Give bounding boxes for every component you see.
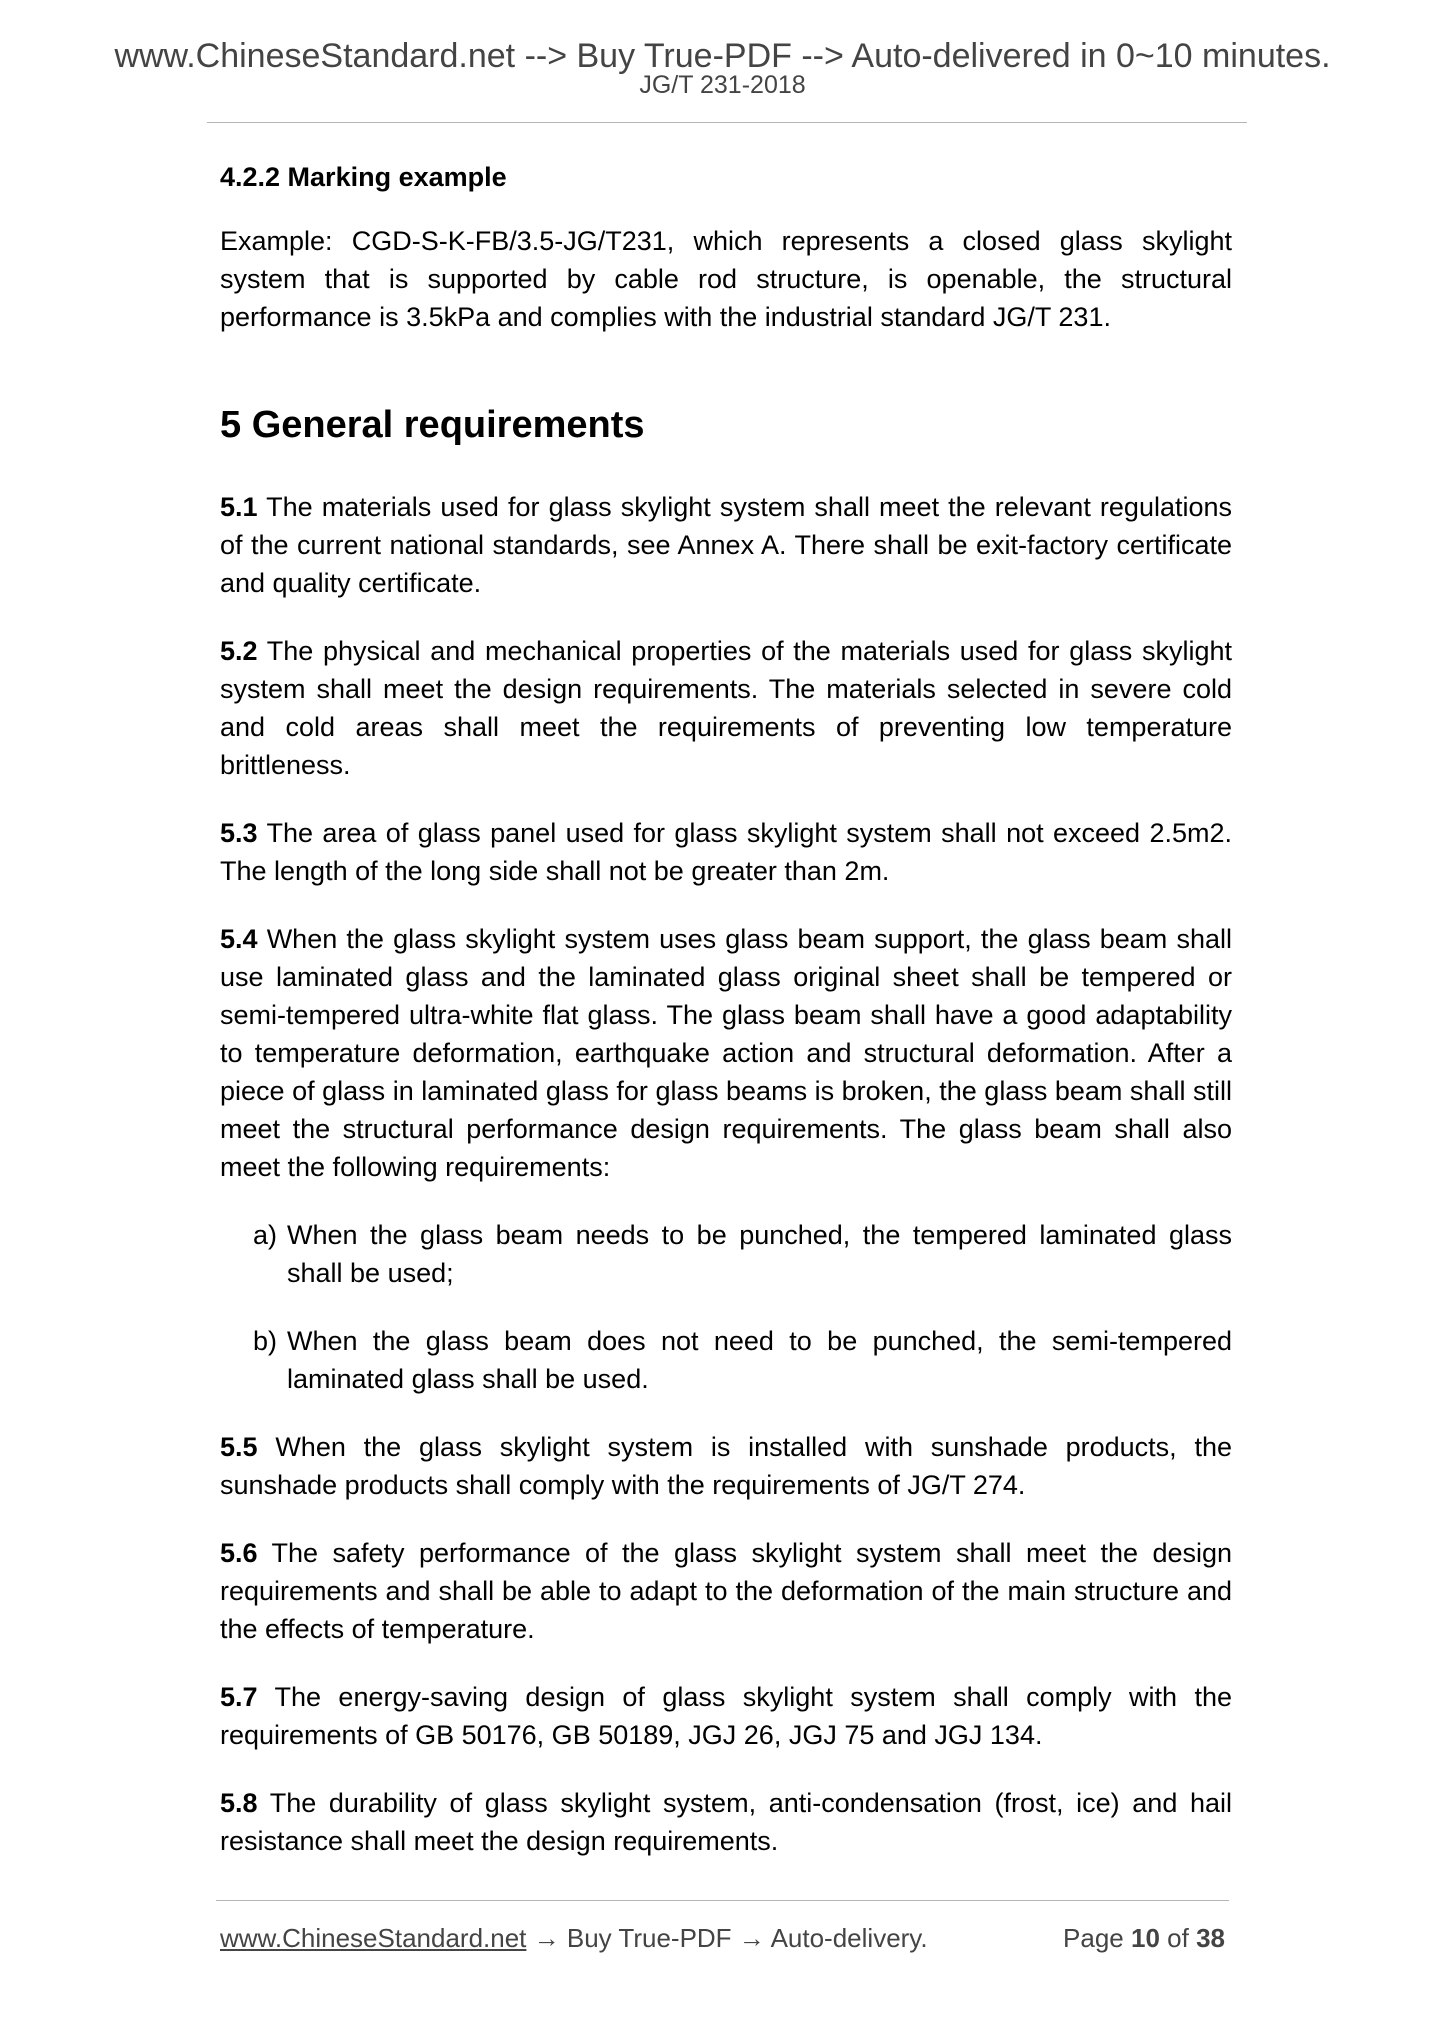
clause-number: 5.8 (220, 1788, 258, 1818)
list-item-b (253, 1322, 1232, 1398)
clause-text: When the glass skylight system uses glass beam support, the glass beam shall use laminated glass and the laminated glass original sheet shall be tempered or semi-tempered ultra-white flat glass. The glass beam shall have a good adaptability to temperature deformation, earthquake action and structural deformation. After a piece of glass in laminated glass for glass beams is broken, the glass beam shall still meet the structural performance design requirements. The glass beam shall also meet the following requirements: (220, 924, 1232, 1182)
list-marker: a) (253, 1220, 278, 1250)
standard-code: JG/T 231-2018 (639, 71, 806, 99)
clause-5-8 (220, 1784, 1232, 1860)
clause-text: The materials used for glass skylight system shall meet the relevant regulations of the current national standards, see Annex A. There shall be exit-factory certificate and quality certificate. (220, 492, 1233, 598)
clause-5-6 (220, 1534, 1232, 1648)
page-label: Page (1063, 1923, 1124, 1953)
clause-5-5 (220, 1428, 1232, 1504)
page-footer (220, 1921, 1225, 1955)
clause-5-3 (220, 814, 1232, 890)
list-marker: b) (253, 1326, 278, 1356)
of-label: of (1167, 1923, 1189, 1953)
clause-text: The safety performance of the glass skylight system shall meet the design requirements and shall be able to adapt to the deformation of the main structure and the effects of temperature. (220, 1538, 1233, 1644)
page-indicator (1063, 1921, 1225, 1955)
footer-divider (216, 1900, 1229, 1901)
clause-text: When the glass skylight system is installed with sunshade products, the sunshade products shall comply with the requirements of JG/T 274. (220, 1432, 1232, 1500)
top-banner: www.ChineseStandard.net --> Buy True-PDF --> Auto-delivered in 0~10 minutes. (114, 37, 1331, 75)
clause-text: The durability of glass skylight system, anti-condensation (frost, ice) and hail resistance shall meet the design requirements. (220, 1788, 1233, 1856)
page-content (220, 158, 1232, 1890)
clause-number: 5.1 (220, 492, 258, 522)
clause-number: 5.5 (220, 1432, 258, 1462)
header-divider (207, 122, 1247, 123)
clause-5-2 (220, 632, 1232, 784)
footer-delivery-text: → Buy True-PDF → Auto-delivery. (526, 1923, 928, 1953)
clause-text: The physical and mechanical properties of the materials used for glass skylight system shall meet the design requirements. The materials selected in severe cold and cold areas shall meet the requirements of preventing low temperature brittleness. (220, 636, 1233, 780)
section-5-heading: 5 General requirements (220, 404, 645, 446)
clause-5-7 (220, 1678, 1232, 1754)
clause-number: 5.2 (220, 636, 258, 666)
list-text: When the glass beam needs to be punched, the tempered laminated glass shall be used; (287, 1220, 1232, 1288)
clause-number: 5.7 (220, 1682, 258, 1712)
clause-text: The area of glass panel used for glass skylight system shall not exceed 2.5m2. The length of the long side shall not be greater than 2m. (220, 818, 1232, 886)
clause-text: The energy-saving design of glass skylight system shall comply with the requirements of GB 50176, GB 50189, JGJ 26, JGJ 75 and JGJ 134. (220, 1682, 1233, 1750)
footer-site-link[interactable]: www.ChineseStandard.net (220, 1923, 527, 1953)
list-item-a (253, 1216, 1232, 1292)
clause-number: 5.6 (220, 1538, 258, 1568)
clause-number: 5.3 (220, 818, 258, 848)
list-text: When the glass beam does not need to be punched, the semi-tempered laminated glass shall be used. (287, 1326, 1232, 1394)
marking-example-paragraph: Example: CGD-S-K-FB/3.5-JG/T231, which represents a closed glass skylight system that is supported by cable rod structure, is openable, the structural performance is 3.5kPa and complies with the industrial standard JG/T 231. (220, 226, 1232, 332)
page-number: 10 (1131, 1923, 1160, 1953)
clause-number: 5.4 (220, 924, 258, 954)
clause-5-1 (220, 488, 1232, 602)
clause-5-4 (220, 920, 1232, 1186)
total-pages: 38 (1196, 1923, 1225, 1953)
section-4-2-2-heading: 4.2.2 Marking example (220, 162, 507, 192)
